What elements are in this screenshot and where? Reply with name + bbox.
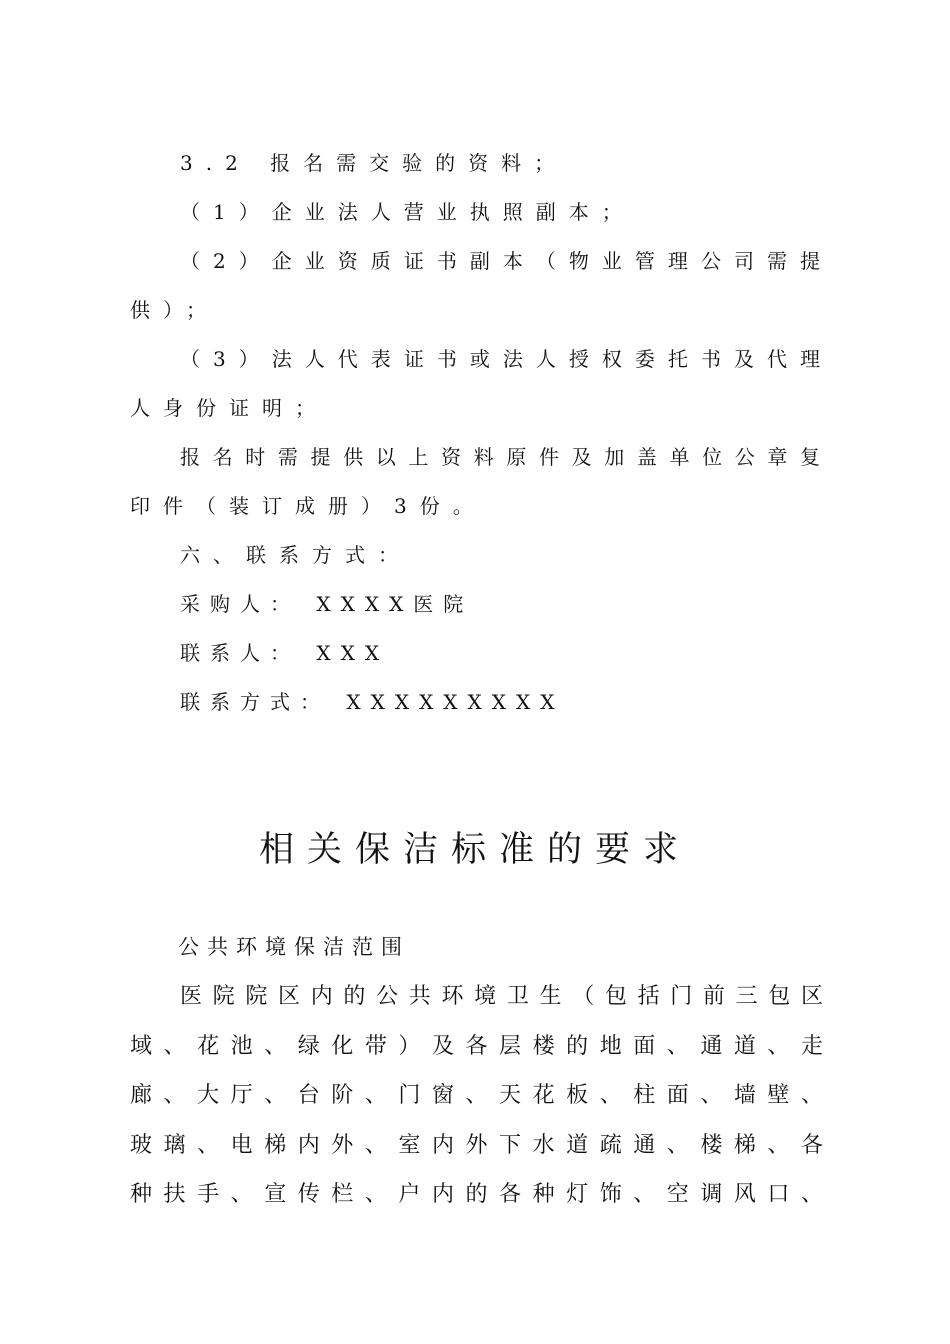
contact-phone: 联系方式： XXXXXXXXX [180,690,565,714]
requirement-item-3-line-1: （3）法人代表证书或法人授权委托书及代理 [180,347,820,371]
requirement-item-3-line-2: 人身份证明； [130,396,328,420]
registration-note-line-1: 报名时需提供以上资料原件及加盖单位公章复 [180,445,820,469]
contact-buyer: 采购人： XXXX医院 [180,592,474,616]
standards-paragraph-line-4: 玻璃、电梯内外、室内外下水道疏通、楼梯、各 [130,1133,823,1158]
requirement-item-2-line-2: 供）； [130,298,219,322]
standards-title: 相关保洁标准的要求 [258,830,691,870]
standards-paragraph-line-5: 种扶手、宣传栏、户内的各种灯饰、空调风口、 [130,1182,823,1207]
requirement-item-2-line-1: （2）企业资质证书副本（物业管理公司需提 [180,249,820,273]
contact-heading: 六、联系方式： [180,543,411,567]
standards-paragraph-line-1: 医院院区内的公共环境卫生（包括门前三包区 [180,984,823,1009]
registration-note-line-2: 印件（装订成册）3份。 [130,494,486,518]
standards-subheading: 公共环境保洁范围 [178,935,410,959]
section-3-2-title: 3.2 报名需交验的资料； [180,151,568,175]
standards-paragraph-line-2: 域、花池、绿化带）及各层楼的地面、通道、走 [130,1034,823,1059]
contact-person: 联系人： XXX [180,641,390,665]
requirement-item-1: （1）企业法人营业执照副本； [180,200,635,224]
standards-paragraph-line-3: 廊、大厅、台阶、门窗、天花板、柱面、墙壁、 [130,1083,823,1108]
